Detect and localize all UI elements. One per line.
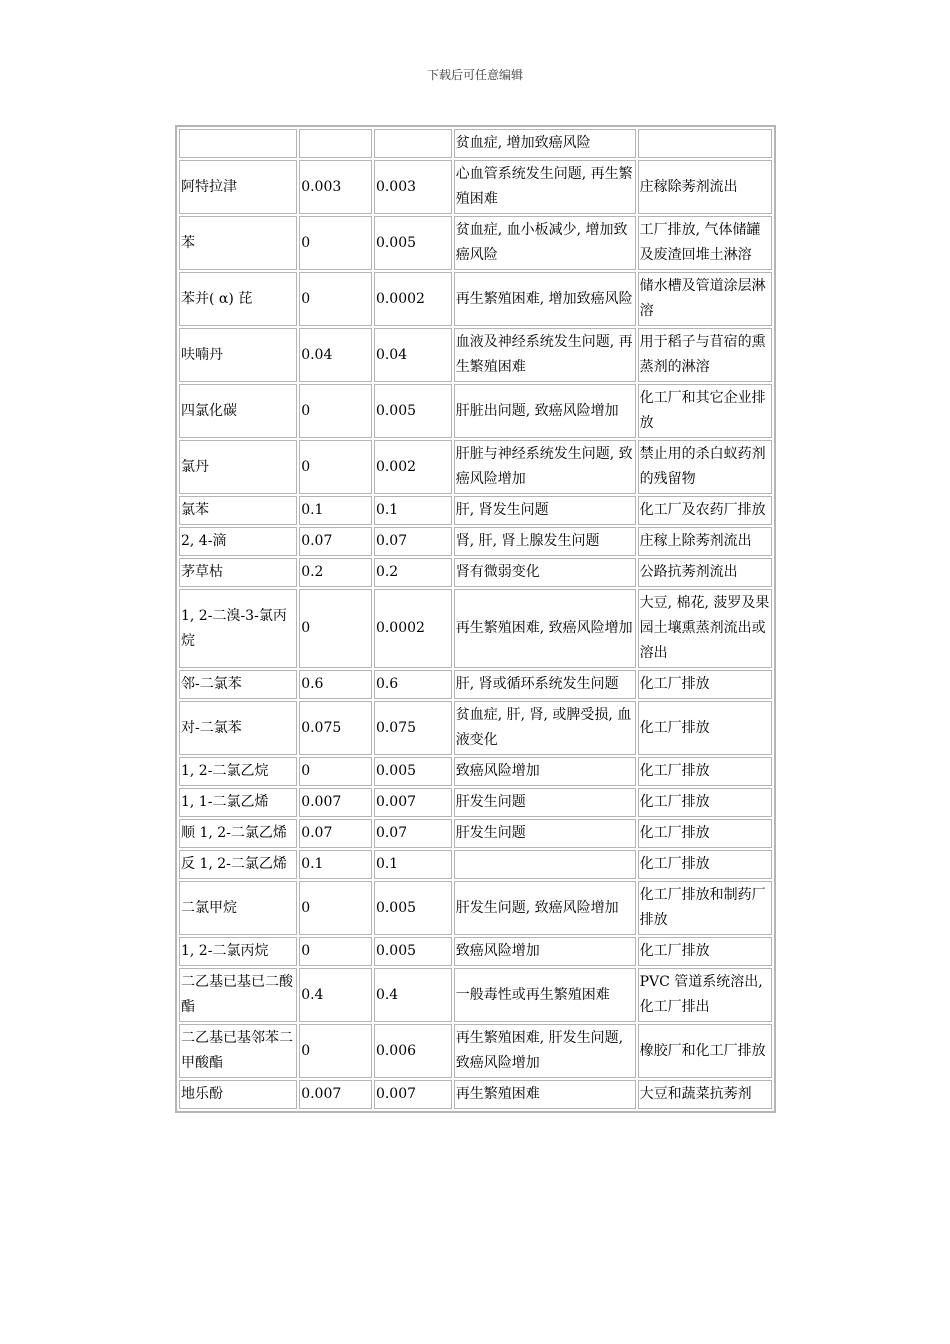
mclg-cell: 0.4 (299, 968, 372, 1022)
table-row (179, 819, 772, 848)
contaminant-name-cell: 邻-二氯苯 (179, 670, 297, 699)
health-effect-cell: 肝, 肾或循环系统发生问题 (454, 670, 636, 699)
table-row (179, 968, 772, 1022)
mcl-cell: 0.005 (374, 937, 452, 966)
mclg-cell: 0 (299, 384, 372, 438)
table-row (179, 160, 772, 214)
mclg-cell: 0.07 (299, 819, 372, 848)
mcl-cell: 0.002 (374, 440, 452, 494)
source-cell: 工厂排放, 气体储罐及废渣回堆土淋溶 (638, 216, 772, 270)
table-row (179, 1024, 772, 1078)
health-effect-cell: 致癌风险增加 (454, 937, 636, 966)
source-cell: 化工厂排放 (638, 850, 772, 879)
contaminant-name-cell: 苯 (179, 216, 297, 270)
source-cell: 储水槽及管道涂层淋溶 (638, 272, 772, 326)
page-header-note: 下载后可任意编辑 (426, 68, 523, 82)
contaminant-name-cell: 阿特拉津 (179, 160, 297, 214)
mcl-cell: 0.07 (374, 819, 452, 848)
source-cell (638, 129, 772, 158)
health-effect-cell: 肾有微弱变化 (454, 558, 636, 587)
health-effect-cell: 贫血症, 增加致癌风险 (454, 129, 636, 158)
mclg-cell: 0 (299, 589, 372, 668)
mclg-cell: 0 (299, 440, 372, 494)
mclg-cell: 0 (299, 881, 372, 935)
table-row (179, 129, 772, 158)
contaminant-name-cell: 反 1, 2-二氯乙烯 (179, 850, 297, 879)
mclg-cell: 0.2 (299, 558, 372, 587)
table-row (179, 757, 772, 786)
table-row (179, 937, 772, 966)
health-effect-cell: 肝发生问题 (454, 788, 636, 817)
contaminant-name-cell: 顺 1, 2-二氯乙烯 (179, 819, 297, 848)
table-row (179, 589, 772, 668)
health-effect-cell: 肝发生问题, 致癌风险增加 (454, 881, 636, 935)
mclg-cell: 0.07 (299, 527, 372, 556)
source-cell: 橡胶厂和化工厂排放 (638, 1024, 772, 1078)
mcl-cell: 0.4 (374, 968, 452, 1022)
table-row (179, 558, 772, 587)
contaminant-name-cell: 四氯化碳 (179, 384, 297, 438)
mclg-cell: 0.075 (299, 701, 372, 755)
source-cell: 化工厂排放 (638, 757, 772, 786)
table-row (179, 850, 772, 879)
health-effect-cell: 肝脏出问题, 致癌风险增加 (454, 384, 636, 438)
mclg-cell (299, 129, 372, 158)
table-row (179, 788, 772, 817)
mcl-cell: 0.005 (374, 216, 452, 270)
health-effect-cell: 肝脏与神经系统发生问题, 致癌风险增加 (454, 440, 636, 494)
table-row (179, 1080, 772, 1109)
mcl-cell (374, 129, 452, 158)
source-cell: 化工厂排放 (638, 937, 772, 966)
mclg-cell: 0.6 (299, 670, 372, 699)
contaminant-name-cell: 茅草枯 (179, 558, 297, 587)
table-row (179, 527, 772, 556)
health-effect-cell: 肝发生问题 (454, 819, 636, 848)
health-effect-cell: 再生繁殖困难, 增加致癌风险 (454, 272, 636, 326)
mcl-cell: 0.005 (374, 384, 452, 438)
mclg-cell: 0.04 (299, 328, 372, 382)
contaminant-name-cell: 1, 2-二溴-3-氯丙烷 (179, 589, 297, 668)
table-body (179, 129, 772, 1109)
source-cell: 庄稼上除莠剂流出 (638, 527, 772, 556)
source-cell: 禁止用的杀白蚁药剂的残留物 (638, 440, 772, 494)
table-row (179, 328, 772, 382)
source-cell: 用于稻子与苜宿的熏蒸剂的淋溶 (638, 328, 772, 382)
health-effect-cell: 血液及神经系统发生问题, 再生繁殖困难 (454, 328, 636, 382)
source-cell: 化工厂排放 (638, 670, 772, 699)
mcl-cell: 0.075 (374, 701, 452, 755)
mcl-cell: 0.6 (374, 670, 452, 699)
contaminant-name-cell: 1, 2-二氯乙烷 (179, 757, 297, 786)
table-row (179, 701, 772, 755)
mcl-cell: 0.007 (374, 1080, 452, 1109)
mclg-cell: 0.007 (299, 788, 372, 817)
contaminant-name-cell: 苯并( α) 芘 (179, 272, 297, 326)
contaminant-name-cell: 2, 4-滴 (179, 527, 297, 556)
source-cell: 大豆, 棉花, 菠罗及果园土壤熏蒸剂流出或溶出 (638, 589, 772, 668)
source-cell: 化工厂排放 (638, 788, 772, 817)
mclg-cell: 0 (299, 937, 372, 966)
contaminant-table (175, 125, 776, 1113)
contaminant-name-cell: 1, 2-二氯丙烷 (179, 937, 297, 966)
mclg-cell: 0.003 (299, 160, 372, 214)
mcl-cell: 0.04 (374, 328, 452, 382)
mcl-cell: 0.007 (374, 788, 452, 817)
table-row (179, 496, 772, 525)
source-cell: 化工厂排放和制药厂排放 (638, 881, 772, 935)
mcl-cell: 0.0002 (374, 272, 452, 326)
contaminant-table-wrapper (175, 125, 776, 1113)
source-cell: 化工厂排放 (638, 701, 772, 755)
mcl-cell: 0.006 (374, 1024, 452, 1078)
mclg-cell: 0 (299, 757, 372, 786)
contaminant-name-cell: 地乐酚 (179, 1080, 297, 1109)
health-effect-cell: 肝, 肾发生问题 (454, 496, 636, 525)
table-row (179, 384, 772, 438)
health-effect-cell: 再生繁殖困难 (454, 1080, 636, 1109)
mcl-cell: 0.003 (374, 160, 452, 214)
mcl-cell: 0.005 (374, 757, 452, 786)
source-cell: 庄稼除莠剂流出 (638, 160, 772, 214)
health-effect-cell: 肾, 肝, 肾上腺发生问题 (454, 527, 636, 556)
contaminant-name-cell: 氯苯 (179, 496, 297, 525)
health-effect-cell: 一般毒性或再生繁殖困难 (454, 968, 636, 1022)
mclg-cell: 0.007 (299, 1080, 372, 1109)
contaminant-name-cell: 呋喃丹 (179, 328, 297, 382)
health-effect-cell: 心血管系统发生问题, 再生繁殖困难 (454, 160, 636, 214)
contaminant-name-cell: 氯丹 (179, 440, 297, 494)
mclg-cell: 0 (299, 216, 372, 270)
mclg-cell: 0 (299, 272, 372, 326)
mcl-cell: 0.1 (374, 496, 452, 525)
source-cell: 化工厂和其它企业排放 (638, 384, 772, 438)
table-row (179, 272, 772, 326)
mclg-cell: 0.1 (299, 850, 372, 879)
health-effect-cell: 致癌风险增加 (454, 757, 636, 786)
source-cell: PVC 管道系统溶出, 化工厂排出 (638, 968, 772, 1022)
mcl-cell: 0.2 (374, 558, 452, 587)
mcl-cell: 0.1 (374, 850, 452, 879)
table-row (179, 440, 772, 494)
health-effect-cell: 再生繁殖困难, 致癌风险增加 (454, 589, 636, 668)
source-cell: 化工厂排放 (638, 819, 772, 848)
mclg-cell: 0 (299, 1024, 372, 1078)
health-effect-cell (454, 850, 636, 879)
mcl-cell: 0.0002 (374, 589, 452, 668)
table-row (179, 881, 772, 935)
table-row (179, 670, 772, 699)
mcl-cell: 0.005 (374, 881, 452, 935)
contaminant-name-cell: 二氯甲烷 (179, 881, 297, 935)
mclg-cell: 0.1 (299, 496, 372, 525)
health-effect-cell: 贫血症, 血小板减少, 增加致癌风险 (454, 216, 636, 270)
source-cell: 大豆和蔬菜抗莠剂 (638, 1080, 772, 1109)
source-cell: 化工厂及农药厂排放 (638, 496, 772, 525)
mcl-cell: 0.07 (374, 527, 452, 556)
contaminant-name-cell: 对-二氯苯 (179, 701, 297, 755)
health-effect-cell: 再生繁殖困难, 肝发生问题, 致癌风险增加 (454, 1024, 636, 1078)
contaminant-name-cell (179, 129, 297, 158)
contaminant-name-cell: 二乙基已基已二酸酯 (179, 968, 297, 1022)
health-effect-cell: 贫血症, 肝, 肾, 或脾受损, 血液变化 (454, 701, 636, 755)
contaminant-name-cell: 1, 1-二氯乙烯 (179, 788, 297, 817)
source-cell: 公路抗莠剂流出 (638, 558, 772, 587)
contaminant-name-cell: 二乙基已基邻苯二甲酸酯 (179, 1024, 297, 1078)
table-row (179, 216, 772, 270)
